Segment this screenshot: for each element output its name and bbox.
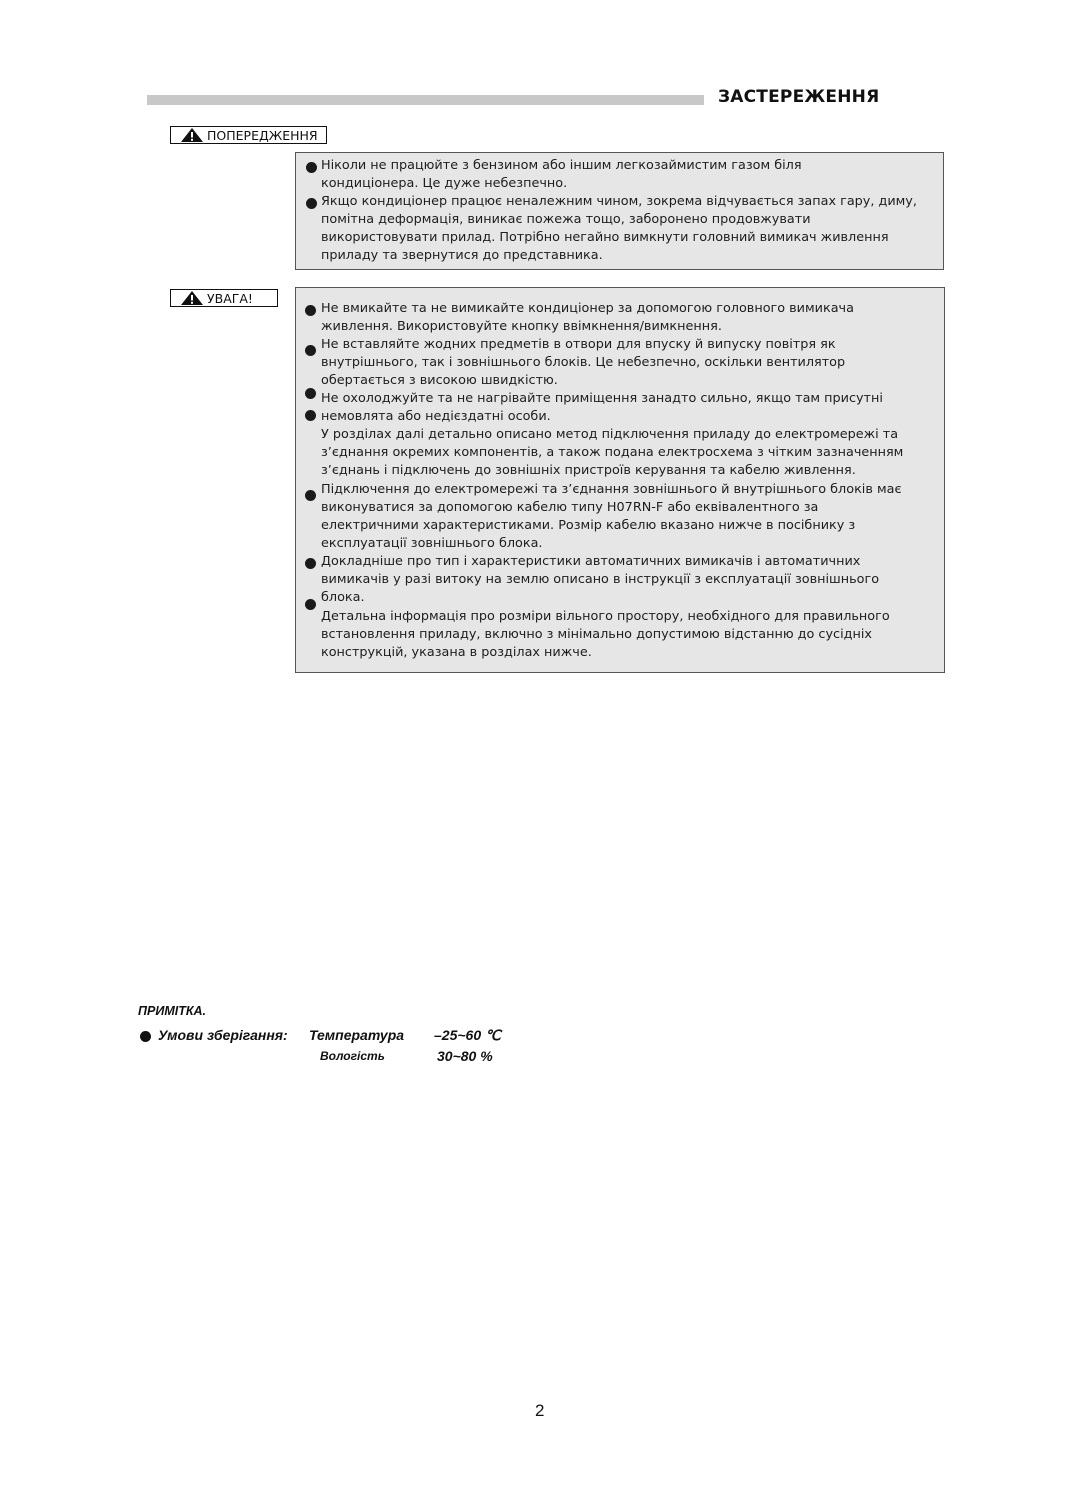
bullet-icon [305,305,316,316]
caution-line: живлення. Використовуйте кнопку ввімкнення/вимкнення. [321,319,722,334]
caution-line: вимикачів у разі витоку на землю описано в інструкції з експлуатації зовнішнього [321,572,880,587]
caution-line: встановлення приладу, включно з мінімально допустимою відстанню до сусідніх [321,627,872,642]
caution-line: електричними характеристиками. Розмір кабелю вказано нижче в посібнику з [321,518,856,533]
note-title: ПРИМІТКА. [138,1004,207,1018]
warning-line: Ніколи не працюйте з бензином або іншим легкозаймистим газом біля [321,158,802,173]
caution-line: експлуатації зовнішнього блока. [321,536,543,551]
caution-label-text: УВАГА! [207,290,253,306]
warning-label [170,126,327,144]
bullet-icon [140,1031,151,1042]
caution-line: Детальна інформація про розміри вільного простору, необхідного для правильного [321,609,890,624]
warning-line: кондиціонера. Це дуже небезпечно. [321,176,568,191]
bullet-icon [305,345,316,356]
caution-line: з’єднання окремих компонентів, а також подана електросхема з чітким зазначенням [321,445,904,460]
warning-line: приладу та звернутися до представника. [321,248,603,263]
bullet-icon [305,558,316,569]
bullet-icon [305,490,316,501]
warning-line: помітна деформація, виникає пожежа тощо, заборонено продовжувати [321,212,811,227]
caution-line: У розділах далі детально описано метод підключення приладу до електромережі та [321,427,899,442]
humidity-value: 30~80 % [437,1048,493,1064]
humidity-label: Вологість [320,1049,385,1063]
caution-line: виконуватися за допомогою кабелю типу H07RN-F або еквівалентного за [321,500,819,515]
temperature-label: Температура [309,1027,405,1043]
caution-line: обертається з високою швидкістю. [321,373,558,388]
warning-triangle-icon [181,128,203,142]
caution-line: внутрішнього, так і зовнішнього блоків. Це небезпечно, оскільки вентилятор [321,355,846,370]
caution-box [295,287,945,673]
caution-line: Не вмикайте та не вимикайте кондиціонер за допомогою головного вимикача [321,301,854,316]
caution-line: немовлята або недієздатні особи. [321,409,551,424]
warning-triangle-icon [181,291,203,305]
caution-line: Підключення до електромережі та з’єднання зовнішнього й внутрішнього блоків має [321,482,902,497]
caution-line: Не вставляйте жодних предметів в отвори для впуску й випуску повітря як [321,337,836,352]
warning-line: Якщо кондиціонер працює неналежним чином, зокрема відчувається запах гару, диму, [321,194,917,209]
page-number: 2 [535,1401,545,1420]
caution-line: з’єднань і підключень до зовнішніх пристроїв керування та кабелю живлення. [321,463,856,478]
caution-line: конструкцій, указана в розділах нижче. [321,645,592,660]
bullet-icon [305,388,316,399]
caution-label [170,289,278,307]
storage-conditions-label: Умови зберігання: [158,1027,288,1043]
caution-line: Не охолоджуйте та не нагрівайте приміщення занадто сильно, якщо там присутні [321,391,883,406]
bullet-icon [305,410,316,421]
bullet-icon [306,162,317,173]
page-title: ЗАСТЕРЕЖЕННЯ [718,87,880,107]
warning-label-text: ПОПЕРЕДЖЕННЯ [207,127,318,143]
bullet-icon [306,198,317,209]
warning-box [295,152,944,270]
caution-line: блока. [321,590,365,605]
bullet-icon [305,599,316,610]
caution-line: Докладніше про тип і характеристики автоматичних вимикачів і автоматичних [321,554,861,569]
temperature-value: –25~60 ℃ [434,1027,501,1043]
header-rule [147,95,704,105]
warning-line: використовувати прилад. Потрібно негайно вимкнути головний вимикач живлення [321,230,889,245]
